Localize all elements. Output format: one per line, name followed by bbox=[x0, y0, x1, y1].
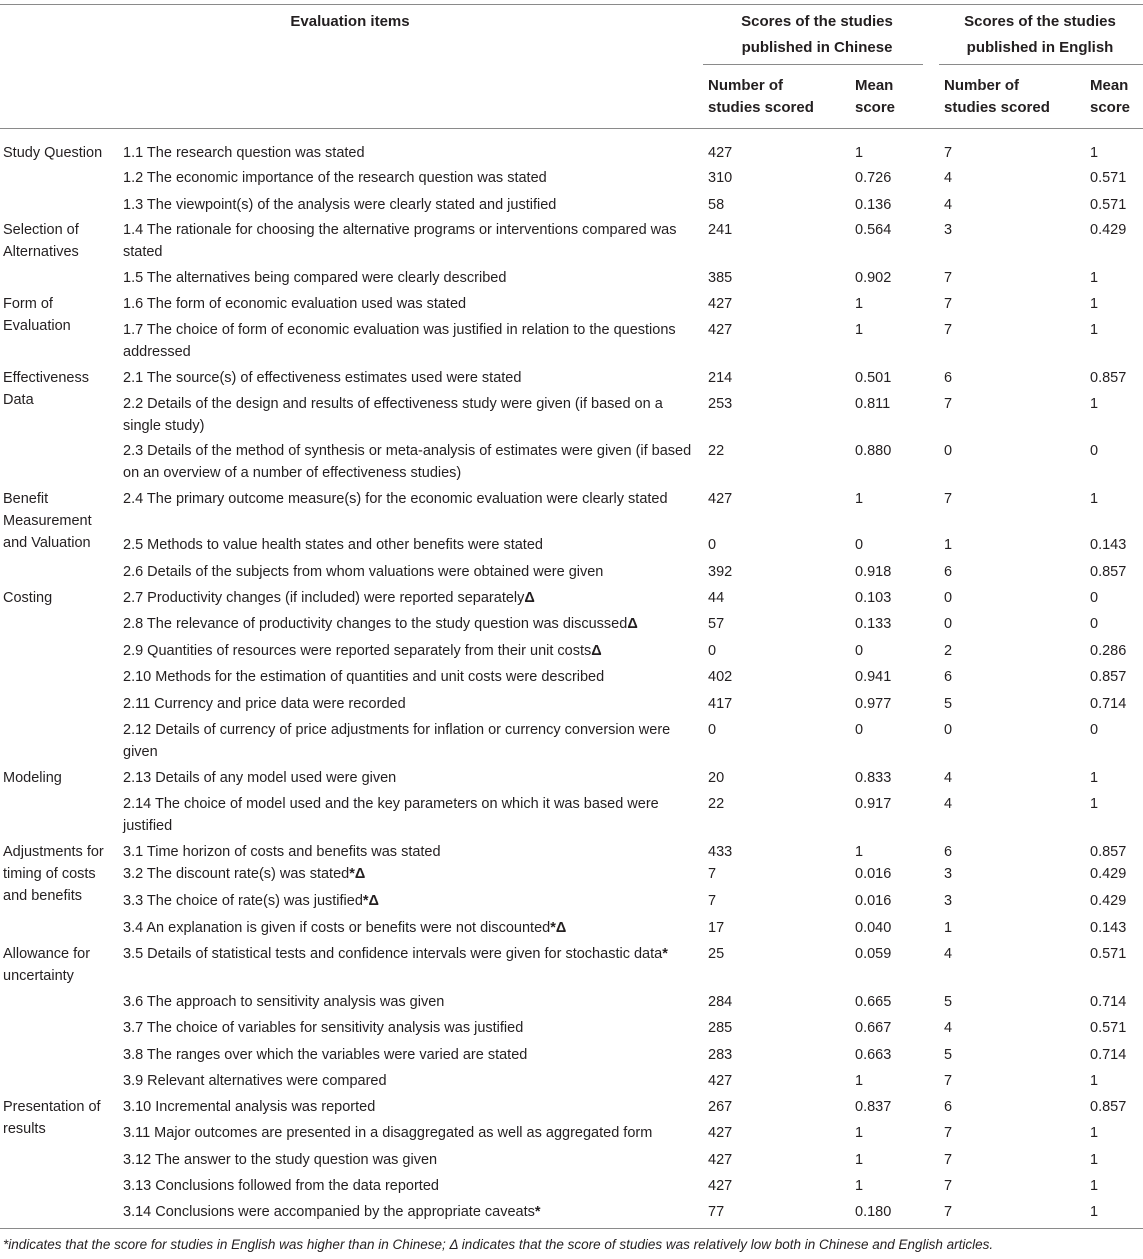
chinese-number-scored-cell: 17 bbox=[708, 920, 725, 936]
chinese-mean-score-cell: 1 bbox=[855, 1125, 864, 1141]
evaluation-item-cell bbox=[123, 219, 698, 263]
header-english-mean-score: Mean score bbox=[1090, 77, 1131, 116]
chinese-number-scored-cell: 57 bbox=[708, 616, 725, 632]
evaluation-item-cell bbox=[123, 767, 698, 789]
chinese-mean-score-cell: 1 bbox=[855, 491, 864, 507]
english-mean-score-cell: 0.571 bbox=[1090, 1020, 1127, 1036]
top-rule bbox=[0, 4, 1143, 5]
chinese-number-scored-cell: 0 bbox=[708, 722, 717, 738]
english-number-scored-cell: 3 bbox=[944, 222, 953, 238]
evaluation-item-text: 3.8 The ranges over which the variables were varied are stated bbox=[123, 1047, 528, 1063]
chinese-number-scored-cell: 427 bbox=[708, 1178, 733, 1194]
chinese-mean-score-cell: 1 bbox=[855, 1152, 864, 1168]
chinese-mean-score-cell: 0 bbox=[855, 537, 864, 553]
evaluation-item-cell bbox=[123, 890, 698, 912]
english-mean-score-cell: 0.857 bbox=[1090, 564, 1127, 580]
evaluation-item-cell bbox=[123, 863, 698, 885]
english-mean-score-cell: 0 bbox=[1090, 722, 1099, 738]
evaluation-item-cell bbox=[123, 666, 698, 688]
english-mean-score-cell: 1 bbox=[1090, 1178, 1099, 1194]
evaluation-item-cell bbox=[123, 613, 698, 635]
chinese-mean-score-cell: 0.016 bbox=[855, 866, 892, 882]
significance-mark: *Δ bbox=[349, 866, 366, 882]
chinese-mean-score-cell: 0 bbox=[855, 643, 864, 659]
chinese-mean-score-cell: 1 bbox=[855, 145, 864, 161]
english-mean-score-cell: 0.429 bbox=[1090, 893, 1127, 909]
evaluation-item-cell bbox=[123, 841, 698, 863]
evaluation-item-text: 2.2 Details of the design and results of effectiveness study were given (if based on a single study) bbox=[123, 396, 663, 434]
english-mean-score-cell: 0.714 bbox=[1090, 994, 1127, 1010]
english-mean-score-cell: 0.429 bbox=[1090, 866, 1127, 882]
header-evaluation-items: Evaluation items bbox=[290, 13, 410, 30]
evaluation-item-text: 2.4 The primary outcome measure(s) for the economic evaluation were clearly stated bbox=[123, 491, 668, 507]
evaluation-item-text: 1.5 The alternatives being compared were clearly described bbox=[123, 270, 507, 286]
english-mean-score-cell: 0.857 bbox=[1090, 370, 1127, 386]
evaluation-item-cell bbox=[123, 917, 698, 939]
evaluation-item-text: 3.12 The answer to the study question was given bbox=[123, 1152, 438, 1168]
evaluation-item-cell bbox=[123, 793, 698, 837]
evaluation-item-text: 3.10 Incremental analysis was reported bbox=[123, 1099, 376, 1115]
chinese-mean-score-cell: 1 bbox=[855, 322, 864, 338]
evaluation-item-cell bbox=[123, 194, 698, 216]
chinese-mean-score-cell: 0.837 bbox=[855, 1099, 892, 1115]
english-number-scored-cell: 5 bbox=[944, 1047, 953, 1063]
evaluation-item-cell bbox=[123, 534, 698, 556]
chinese-mean-score-cell: 0.501 bbox=[855, 370, 892, 386]
category-cell: Effectiveness Data bbox=[3, 370, 89, 408]
chinese-mean-score-cell: 1 bbox=[855, 1073, 864, 1089]
evaluation-item-cell bbox=[123, 267, 698, 289]
chinese-mean-score-cell: 0.040 bbox=[855, 920, 892, 936]
chinese-number-scored-cell: 417 bbox=[708, 696, 733, 712]
evaluation-item-cell bbox=[123, 693, 698, 715]
evaluation-item-cell bbox=[123, 1149, 698, 1171]
chinese-mean-score-cell: 0.902 bbox=[855, 270, 892, 286]
english-mean-score-cell: 1 bbox=[1090, 796, 1099, 812]
header-english-number-scored: Number of studies scored bbox=[944, 77, 1050, 116]
chinese-number-scored-cell: 427 bbox=[708, 1125, 733, 1141]
evaluation-item-cell bbox=[123, 1122, 698, 1144]
english-number-scored-cell: 3 bbox=[944, 893, 953, 909]
chinese-mean-score-cell: 0.103 bbox=[855, 590, 892, 606]
evaluation-item-cell bbox=[123, 167, 698, 189]
evaluation-item-cell bbox=[123, 719, 698, 763]
header-english-group: Scores of the studies published in English bbox=[964, 13, 1116, 56]
chinese-mean-score-cell: 0.663 bbox=[855, 1047, 892, 1063]
header-rule bbox=[0, 128, 1143, 129]
english-mean-score-cell: 1 bbox=[1090, 491, 1099, 507]
category-cell: Form of Evaluation bbox=[3, 296, 71, 334]
chinese-number-scored-cell: 20 bbox=[708, 770, 725, 786]
english-number-scored-cell: 1 bbox=[944, 920, 953, 936]
chinese-group-underline bbox=[703, 64, 923, 65]
english-mean-score-cell: 0 bbox=[1090, 590, 1099, 606]
english-number-scored-cell: 4 bbox=[944, 170, 953, 186]
chinese-number-scored-cell: 392 bbox=[708, 564, 733, 580]
chinese-number-scored-cell: 214 bbox=[708, 370, 733, 386]
english-group-underline bbox=[939, 64, 1143, 65]
evaluation-item-cell bbox=[123, 561, 698, 583]
chinese-mean-score-cell: 0.811 bbox=[855, 396, 891, 412]
evaluation-item-text: 2.7 Productivity changes (if included) were reported separately bbox=[123, 590, 525, 606]
evaluation-item-text: 3.13 Conclusions followed from the data reported bbox=[123, 1178, 439, 1194]
english-mean-score-cell: 0.143 bbox=[1090, 537, 1127, 553]
chinese-mean-score-cell: 0.833 bbox=[855, 770, 892, 786]
english-mean-score-cell: 0 bbox=[1090, 616, 1099, 632]
chinese-mean-score-cell: 0.880 bbox=[855, 443, 892, 459]
english-mean-score-cell: 1 bbox=[1090, 1125, 1099, 1141]
chinese-number-scored-cell: 22 bbox=[708, 443, 725, 459]
bottom-rule bbox=[0, 1228, 1143, 1229]
english-number-scored-cell: 4 bbox=[944, 1020, 953, 1036]
evaluation-item-cell bbox=[123, 943, 698, 965]
evaluation-item-text: 3.9 Relevant alternatives were compared bbox=[123, 1073, 387, 1089]
chinese-mean-score-cell: 0.726 bbox=[855, 170, 892, 186]
english-mean-score-cell: 0 bbox=[1090, 443, 1099, 459]
chinese-mean-score-cell: 0.016 bbox=[855, 893, 892, 909]
english-number-scored-cell: 5 bbox=[944, 696, 953, 712]
significance-mark: Δ bbox=[591, 643, 602, 659]
chinese-number-scored-cell: 253 bbox=[708, 396, 733, 412]
chinese-number-scored-cell: 7 bbox=[708, 893, 717, 909]
english-number-scored-cell: 7 bbox=[944, 145, 953, 161]
chinese-number-scored-cell: 427 bbox=[708, 491, 733, 507]
english-number-scored-cell: 7 bbox=[944, 322, 953, 338]
chinese-number-scored-cell: 310 bbox=[708, 170, 733, 186]
evaluation-item-cell bbox=[123, 1044, 698, 1066]
chinese-mean-score-cell: 0.136 bbox=[855, 197, 892, 213]
chinese-number-scored-cell: 0 bbox=[708, 537, 717, 553]
chinese-mean-score-cell: 0.941 bbox=[855, 669, 892, 685]
english-number-scored-cell: 7 bbox=[944, 491, 953, 507]
chinese-mean-score-cell: 0.133 bbox=[855, 616, 892, 632]
evaluation-item-cell bbox=[123, 293, 698, 315]
significance-mark: Δ bbox=[524, 590, 535, 606]
english-number-scored-cell: 6 bbox=[944, 669, 953, 685]
english-mean-score-cell: 0.143 bbox=[1090, 920, 1127, 936]
english-mean-score-cell: 1 bbox=[1090, 396, 1099, 412]
header-chinese-number-scored: Number of studies scored bbox=[708, 77, 814, 116]
significance-mark: *Δ bbox=[362, 893, 379, 909]
header-chinese-group: Scores of the studies published in Chinese bbox=[741, 13, 893, 56]
evaluation-item-text: 2.3 Details of the method of synthesis or meta-analysis of estimates were given (if based on an overview of a number of effectiveness studies) bbox=[123, 443, 692, 481]
english-mean-score-cell: 1 bbox=[1090, 322, 1099, 338]
significance-mark: *Δ bbox=[550, 920, 567, 936]
chinese-number-scored-cell: 285 bbox=[708, 1020, 733, 1036]
chinese-number-scored-cell: 427 bbox=[708, 145, 733, 161]
english-mean-score-cell: 1 bbox=[1090, 145, 1099, 161]
english-number-scored-cell: 0 bbox=[944, 443, 953, 459]
chinese-number-scored-cell: 427 bbox=[708, 1073, 733, 1089]
evaluation-item-text: 3.3 The choice of rate(s) was justified bbox=[123, 893, 363, 909]
chinese-mean-score-cell: 0.180 bbox=[855, 1204, 892, 1220]
english-mean-score-cell: 1 bbox=[1090, 270, 1099, 286]
evaluation-item-text: 2.1 The source(s) of effectiveness estimates used were stated bbox=[123, 370, 522, 386]
evaluation-item-text: 2.6 Details of the subjects from whom valuations were obtained were given bbox=[123, 564, 604, 580]
evaluation-item-text: 1.1 The research question was stated bbox=[123, 145, 365, 161]
evaluation-item-text: 3.5 Details of statistical tests and confidence intervals were given for stochastic data bbox=[123, 946, 663, 962]
chinese-number-scored-cell: 25 bbox=[708, 946, 725, 962]
significance-mark: Δ bbox=[627, 616, 638, 632]
english-number-scored-cell: 4 bbox=[944, 770, 953, 786]
evaluation-item-text: 2.11 Currency and price data were recorded bbox=[123, 696, 406, 712]
chinese-number-scored-cell: 77 bbox=[708, 1204, 725, 1220]
chinese-mean-score-cell: 0 bbox=[855, 722, 864, 738]
chinese-mean-score-cell: 0.564 bbox=[855, 222, 892, 238]
chinese-mean-score-cell: 0.917 bbox=[855, 796, 892, 812]
english-mean-score-cell: 1 bbox=[1090, 1152, 1099, 1168]
category-cell: Study Question bbox=[3, 145, 103, 161]
chinese-mean-score-cell: 1 bbox=[855, 296, 864, 312]
english-number-scored-cell: 4 bbox=[944, 796, 953, 812]
english-number-scored-cell: 0 bbox=[944, 616, 953, 632]
english-number-scored-cell: 4 bbox=[944, 946, 953, 962]
evaluation-item-text: 2.12 Details of currency of price adjustments for inflation or currency conversion were given bbox=[123, 722, 671, 760]
english-number-scored-cell: 6 bbox=[944, 564, 953, 580]
evaluation-item-cell bbox=[123, 1096, 698, 1118]
evaluation-item-cell bbox=[123, 1201, 698, 1223]
english-mean-score-cell: 0.714 bbox=[1090, 1047, 1127, 1063]
evaluation-item-text: 3.1 Time horizon of costs and benefits was stated bbox=[123, 844, 441, 860]
evaluation-item-text: 3.14 Conclusions were accompanied by the appropriate caveats bbox=[123, 1204, 535, 1220]
chinese-number-scored-cell: 7 bbox=[708, 866, 717, 882]
table-footnote: *indicates that the score for studies in English was higher than in Chinese; Δ indicates that the score of studies was relatively low both in Chinese and English articles. bbox=[3, 1237, 994, 1252]
evaluation-item-text: 1.2 The economic importance of the research question was stated bbox=[123, 170, 547, 186]
category-cell: Selection of Alternatives bbox=[3, 222, 79, 260]
chinese-number-scored-cell: 267 bbox=[708, 1099, 733, 1115]
english-number-scored-cell: 6 bbox=[944, 1099, 953, 1115]
english-number-scored-cell: 3 bbox=[944, 866, 953, 882]
evaluation-item-text: 3.6 The approach to sensitivity analysis was given bbox=[123, 994, 445, 1010]
evaluation-item-cell bbox=[123, 440, 698, 484]
evaluation-item-cell bbox=[123, 1175, 698, 1197]
category-cell: Presentation of results bbox=[3, 1099, 101, 1137]
english-number-scored-cell: 6 bbox=[944, 844, 953, 860]
chinese-mean-score-cell: 1 bbox=[855, 844, 864, 860]
english-number-scored-cell: 2 bbox=[944, 643, 953, 659]
evaluation-item-text: 1.7 The choice of form of economic evaluation was justified in relation to the questions addressed bbox=[123, 322, 676, 360]
evaluation-item-cell bbox=[123, 991, 698, 1013]
english-mean-score-cell: 1 bbox=[1090, 1073, 1099, 1089]
evaluation-item-cell bbox=[123, 488, 698, 510]
evaluation-item-text: 2.9 Quantities of resources were reported separately from their unit costs bbox=[123, 643, 592, 659]
category-cell: Adjustments for timing of costs and benefits bbox=[3, 844, 104, 904]
category-cell: Benefit Measurement and Valuation bbox=[3, 491, 92, 551]
english-number-scored-cell: 6 bbox=[944, 370, 953, 386]
english-mean-score-cell: 0.714 bbox=[1090, 696, 1127, 712]
chinese-mean-score-cell: 1 bbox=[855, 1178, 864, 1194]
evaluation-item-text: 3.4 An explanation is given if costs or benefits were not discounted bbox=[123, 920, 551, 936]
chinese-number-scored-cell: 385 bbox=[708, 270, 733, 286]
category-cell: Modeling bbox=[3, 770, 62, 786]
english-number-scored-cell: 7 bbox=[944, 396, 953, 412]
evaluation-item-cell bbox=[123, 1017, 698, 1039]
evaluation-item-cell bbox=[123, 393, 698, 437]
evaluation-item-cell bbox=[123, 142, 698, 164]
chinese-number-scored-cell: 22 bbox=[708, 796, 725, 812]
english-number-scored-cell: 5 bbox=[944, 994, 953, 1010]
english-mean-score-cell: 0.857 bbox=[1090, 844, 1127, 860]
evaluation-item-text: 1.3 The viewpoint(s) of the analysis were clearly stated and justified bbox=[123, 197, 557, 213]
english-mean-score-cell: 0.571 bbox=[1090, 946, 1127, 962]
header-chinese-mean-score: Mean score bbox=[855, 77, 896, 116]
evaluation-item-text: 3.11 Major outcomes are presented in a disaggregated as well as aggregated form bbox=[123, 1125, 653, 1141]
chinese-number-scored-cell: 402 bbox=[708, 669, 733, 685]
english-mean-score-cell: 0.286 bbox=[1090, 643, 1127, 659]
evaluation-item-text: 2.5 Methods to value health states and other benefits were stated bbox=[123, 537, 543, 553]
evaluation-item-text: 3.2 The discount rate(s) was stated bbox=[123, 866, 350, 882]
evaluation-item-text: 1.6 The form of economic evaluation used was stated bbox=[123, 296, 467, 312]
english-number-scored-cell: 7 bbox=[944, 1152, 953, 1168]
chinese-number-scored-cell: 284 bbox=[708, 994, 733, 1010]
english-number-scored-cell: 7 bbox=[944, 270, 953, 286]
chinese-mean-score-cell: 0.918 bbox=[855, 564, 892, 580]
evaluation-item-text: 1.4 The rationale for choosing the alternative programs or interventions compared was stated bbox=[123, 222, 677, 260]
english-number-scored-cell: 7 bbox=[944, 1073, 953, 1089]
english-mean-score-cell: 0.857 bbox=[1090, 669, 1127, 685]
chinese-number-scored-cell: 427 bbox=[708, 322, 733, 338]
english-number-scored-cell: 1 bbox=[944, 537, 953, 553]
english-number-scored-cell: 0 bbox=[944, 722, 953, 738]
evaluation-item-cell bbox=[123, 367, 698, 389]
english-mean-score-cell: 0.429 bbox=[1090, 222, 1127, 238]
evaluation-item-cell bbox=[123, 1070, 698, 1092]
english-number-scored-cell: 4 bbox=[944, 197, 953, 213]
category-cell: Allowance for uncertainty bbox=[3, 946, 91, 984]
chinese-number-scored-cell: 58 bbox=[708, 197, 725, 213]
chinese-number-scored-cell: 283 bbox=[708, 1047, 733, 1063]
chinese-number-scored-cell: 427 bbox=[708, 1152, 733, 1168]
english-mean-score-cell: 1 bbox=[1090, 1204, 1099, 1220]
evaluation-item-text: 3.7 The choice of variables for sensitivity analysis was justified bbox=[123, 1020, 524, 1036]
english-mean-score-cell: 0.571 bbox=[1090, 170, 1127, 186]
english-mean-score-cell: 0.571 bbox=[1090, 197, 1127, 213]
english-number-scored-cell: 0 bbox=[944, 590, 953, 606]
chinese-number-scored-cell: 433 bbox=[708, 844, 733, 860]
english-mean-score-cell: 1 bbox=[1090, 296, 1099, 312]
evaluation-item-text: 2.13 Details of any model used were given bbox=[123, 770, 397, 786]
chinese-mean-score-cell: 0.059 bbox=[855, 946, 892, 962]
chinese-number-scored-cell: 44 bbox=[708, 590, 725, 606]
chinese-number-scored-cell: 427 bbox=[708, 296, 733, 312]
evaluation-item-text: 2.14 The choice of model used and the key parameters on which it was based were justified bbox=[123, 796, 659, 834]
category-cell: Costing bbox=[3, 590, 53, 606]
chinese-number-scored-cell: 241 bbox=[708, 222, 733, 238]
english-number-scored-cell: 7 bbox=[944, 1204, 953, 1220]
significance-mark: * bbox=[534, 1204, 541, 1220]
evaluation-item-cell bbox=[123, 640, 698, 662]
significance-mark: * bbox=[662, 946, 668, 962]
english-number-scored-cell: 7 bbox=[944, 296, 953, 312]
english-number-scored-cell: 7 bbox=[944, 1178, 953, 1194]
evaluation-item-text: 2.10 Methods for the estimation of quantities and unit costs were described bbox=[123, 669, 605, 685]
chinese-number-scored-cell: 0 bbox=[708, 643, 717, 659]
chinese-mean-score-cell: 0.667 bbox=[855, 1020, 892, 1036]
chinese-mean-score-cell: 0.977 bbox=[855, 696, 892, 712]
english-number-scored-cell: 7 bbox=[944, 1125, 953, 1141]
english-mean-score-cell: 1 bbox=[1090, 770, 1099, 786]
evaluation-item-cell bbox=[123, 319, 698, 363]
evaluation-item-text: 2.8 The relevance of productivity changes to the study question was discussed bbox=[123, 616, 628, 632]
evaluation-item-cell bbox=[123, 587, 698, 609]
chinese-mean-score-cell: 0.665 bbox=[855, 994, 892, 1010]
english-mean-score-cell: 0.857 bbox=[1090, 1099, 1127, 1115]
